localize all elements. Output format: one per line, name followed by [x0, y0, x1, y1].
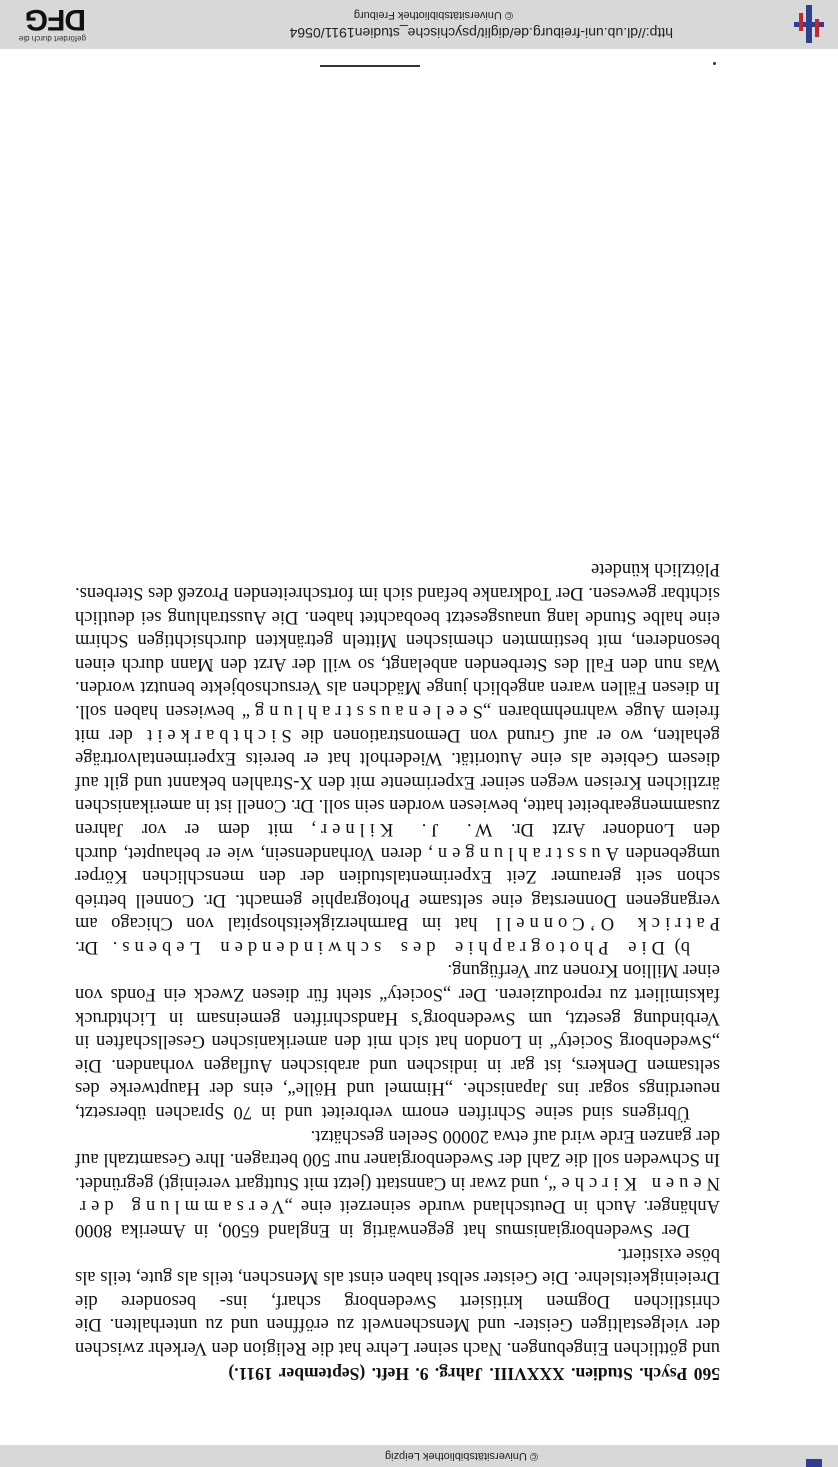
- text-line: einst als Menschen, teils als gute, teils als böse existiert.: [75, 1243, 720, 1288]
- paragraph: Übrigens sind seine Schriften enorm verbreitet und in 70 Sprachen übersetzt, neuerdings sogar ins Japanische. „Himmel und Hölle“, eins der Hauptwerke des seltsamen Denkers, ist gar in indischen und arabischen Auflagen vorhanden. Die „Swedenborg Society“ in London hat sich mit den amerikanischen Gesellschaften in Verbindung gesetzt, um Swedenborg’s Handschriften gemeinsam in Lichtdruck faksimiliert zu reproduzieren. Der „Society“ steht für diesen Zweck ein Fonds von einer Million Kronen zur Verfügung.: [75, 960, 720, 1123]
- text-line: christlichen Dogmen kritisiert Swedenborg scharf, ins-: [196, 1290, 720, 1311]
- text-run: “ bewiesen haben soll. In diesen Fällen waren angeblich junge Mädchen als Versuchsobjekte benutzt worden. Was nun den Fall des Sterbenden anbelangt, so will der Arzt den Mann durch einen besonderen, mit bestimmten chemischen Mitteln getränkten durchsichtigen Schirm eine halbe Stunde lang unausgesetzt beobachtet haben. Die Ausstrahlung sei deutlich sichtbar gewesen. Der Todkranke befand sich im fortschreitenden Prozeß des Sterbens. Plötzlich kündete: [74, 559, 720, 721]
- text-run: der mit freiem Auge wahrnehmbaren „: [75, 700, 720, 745]
- text-run: , mit dem er vor Jahren zusammengearbeitet hatte, bewiesen worden sein soll. Dr. Conell ist in amerikanischen ärztlichen Kreisen wegen seiner Experimente mit den X-Strahlen bekannt und gilt auf diesem Gebiete als eine Autorität. Wiederholt hat er bereits Experimentalvorträge gehalten, wo er auf Grund von Demonstrationen die: [75, 724, 720, 839]
- paragraph: [75, 1123, 720, 1241]
- page-dot: [713, 62, 716, 65]
- text-run: Dr.: [74, 936, 108, 957]
- text-line: Religion den Verkehr zwischen der vielgestaltigen Geister-: [74, 1314, 720, 1358]
- corner-marker-icon: [806, 1459, 822, 1467]
- text-run: “, und zwar in Cannstatt (jetzt mit Stuttgart vereinigt) gegründet. In Schweden soll die Zahl der Swedenborgianer nur 500 betragen. Ihre Gesamtzahl auf der ganzen Erde wird auf etwa 20000 Seelen geschätzt.: [75, 1125, 720, 1193]
- page-rule: [320, 65, 420, 67]
- viewer-top-bar: [0, 1445, 838, 1467]
- dfg-logo: [6, 3, 86, 43]
- spaced-text: Ausstrahlungen: [432, 842, 620, 863]
- spaced-text: Versammlung der Neuen Kirche: [75, 1172, 720, 1217]
- text-run: Der Swedenborgianismus hat gegenwärtig in England 6500, in Amerika 8000 Anhänger. Auch in Deutschland wurde seinerzeit eine „: [75, 1196, 720, 1241]
- section-heading: Die Photographie des schwindenden Lebens.: [107, 936, 665, 957]
- text-line: und Menschenwelt zu eröffnen und zu unterhalten. Die: [75, 1314, 506, 1335]
- page-header: 560 Psych. Studien. XXXVIII. Jahrg. 9. Heft. (September 1911.): [228, 1364, 720, 1384]
- page-body: [75, 557, 720, 1359]
- text-line: besondere die Dreieinigkeitslehre. Die Geister selbst haben: [75, 1267, 720, 1311]
- text-run: , deren Vorhandensein, wie er behauptet, durch den Londoner Arzt Dr.: [75, 818, 720, 863]
- text-run: hat im Barmherzigkeitshospital von Chicago am vergangenen Donnerstag eine seltsame Photographie gemacht. Dr. Connell betrieb schon seit geraumer Zeit Experimentalstudien der den menschlichen Körper umgebenden: [75, 842, 720, 934]
- document-page: [75, 557, 720, 1389]
- library-credit: © Universitätsbibliothek Leipzig: [384, 1450, 538, 1462]
- paragraph: [75, 1241, 720, 1359]
- viewer-bottom-bar: [0, 0, 838, 49]
- spaced-text: Patrick O’Connell: [490, 913, 720, 934]
- dfg-logo-text: DFG: [25, 3, 86, 36]
- spaced-text: Sichtbarkeit: [142, 724, 292, 745]
- text-line: und göttlichen Eingebungen. Nach seiner Lehre hat die: [306, 1338, 720, 1358]
- spaced-text: Seelenausstrahlung: [250, 700, 483, 721]
- spaced-text: W. J. Kilner: [315, 818, 493, 839]
- paragraph: [75, 557, 720, 958]
- source-url[interactable]: http://dl.ub.uni-freiburg.de/diglit/psychische_studien1911/0564: [289, 25, 673, 41]
- university-logo-icon: [794, 5, 824, 43]
- copyright-text: © Universitätsbibliothek Freiburg: [353, 9, 513, 21]
- dfg-tagline: gefördert durch die: [18, 34, 86, 43]
- section-number: b): [664, 936, 690, 957]
